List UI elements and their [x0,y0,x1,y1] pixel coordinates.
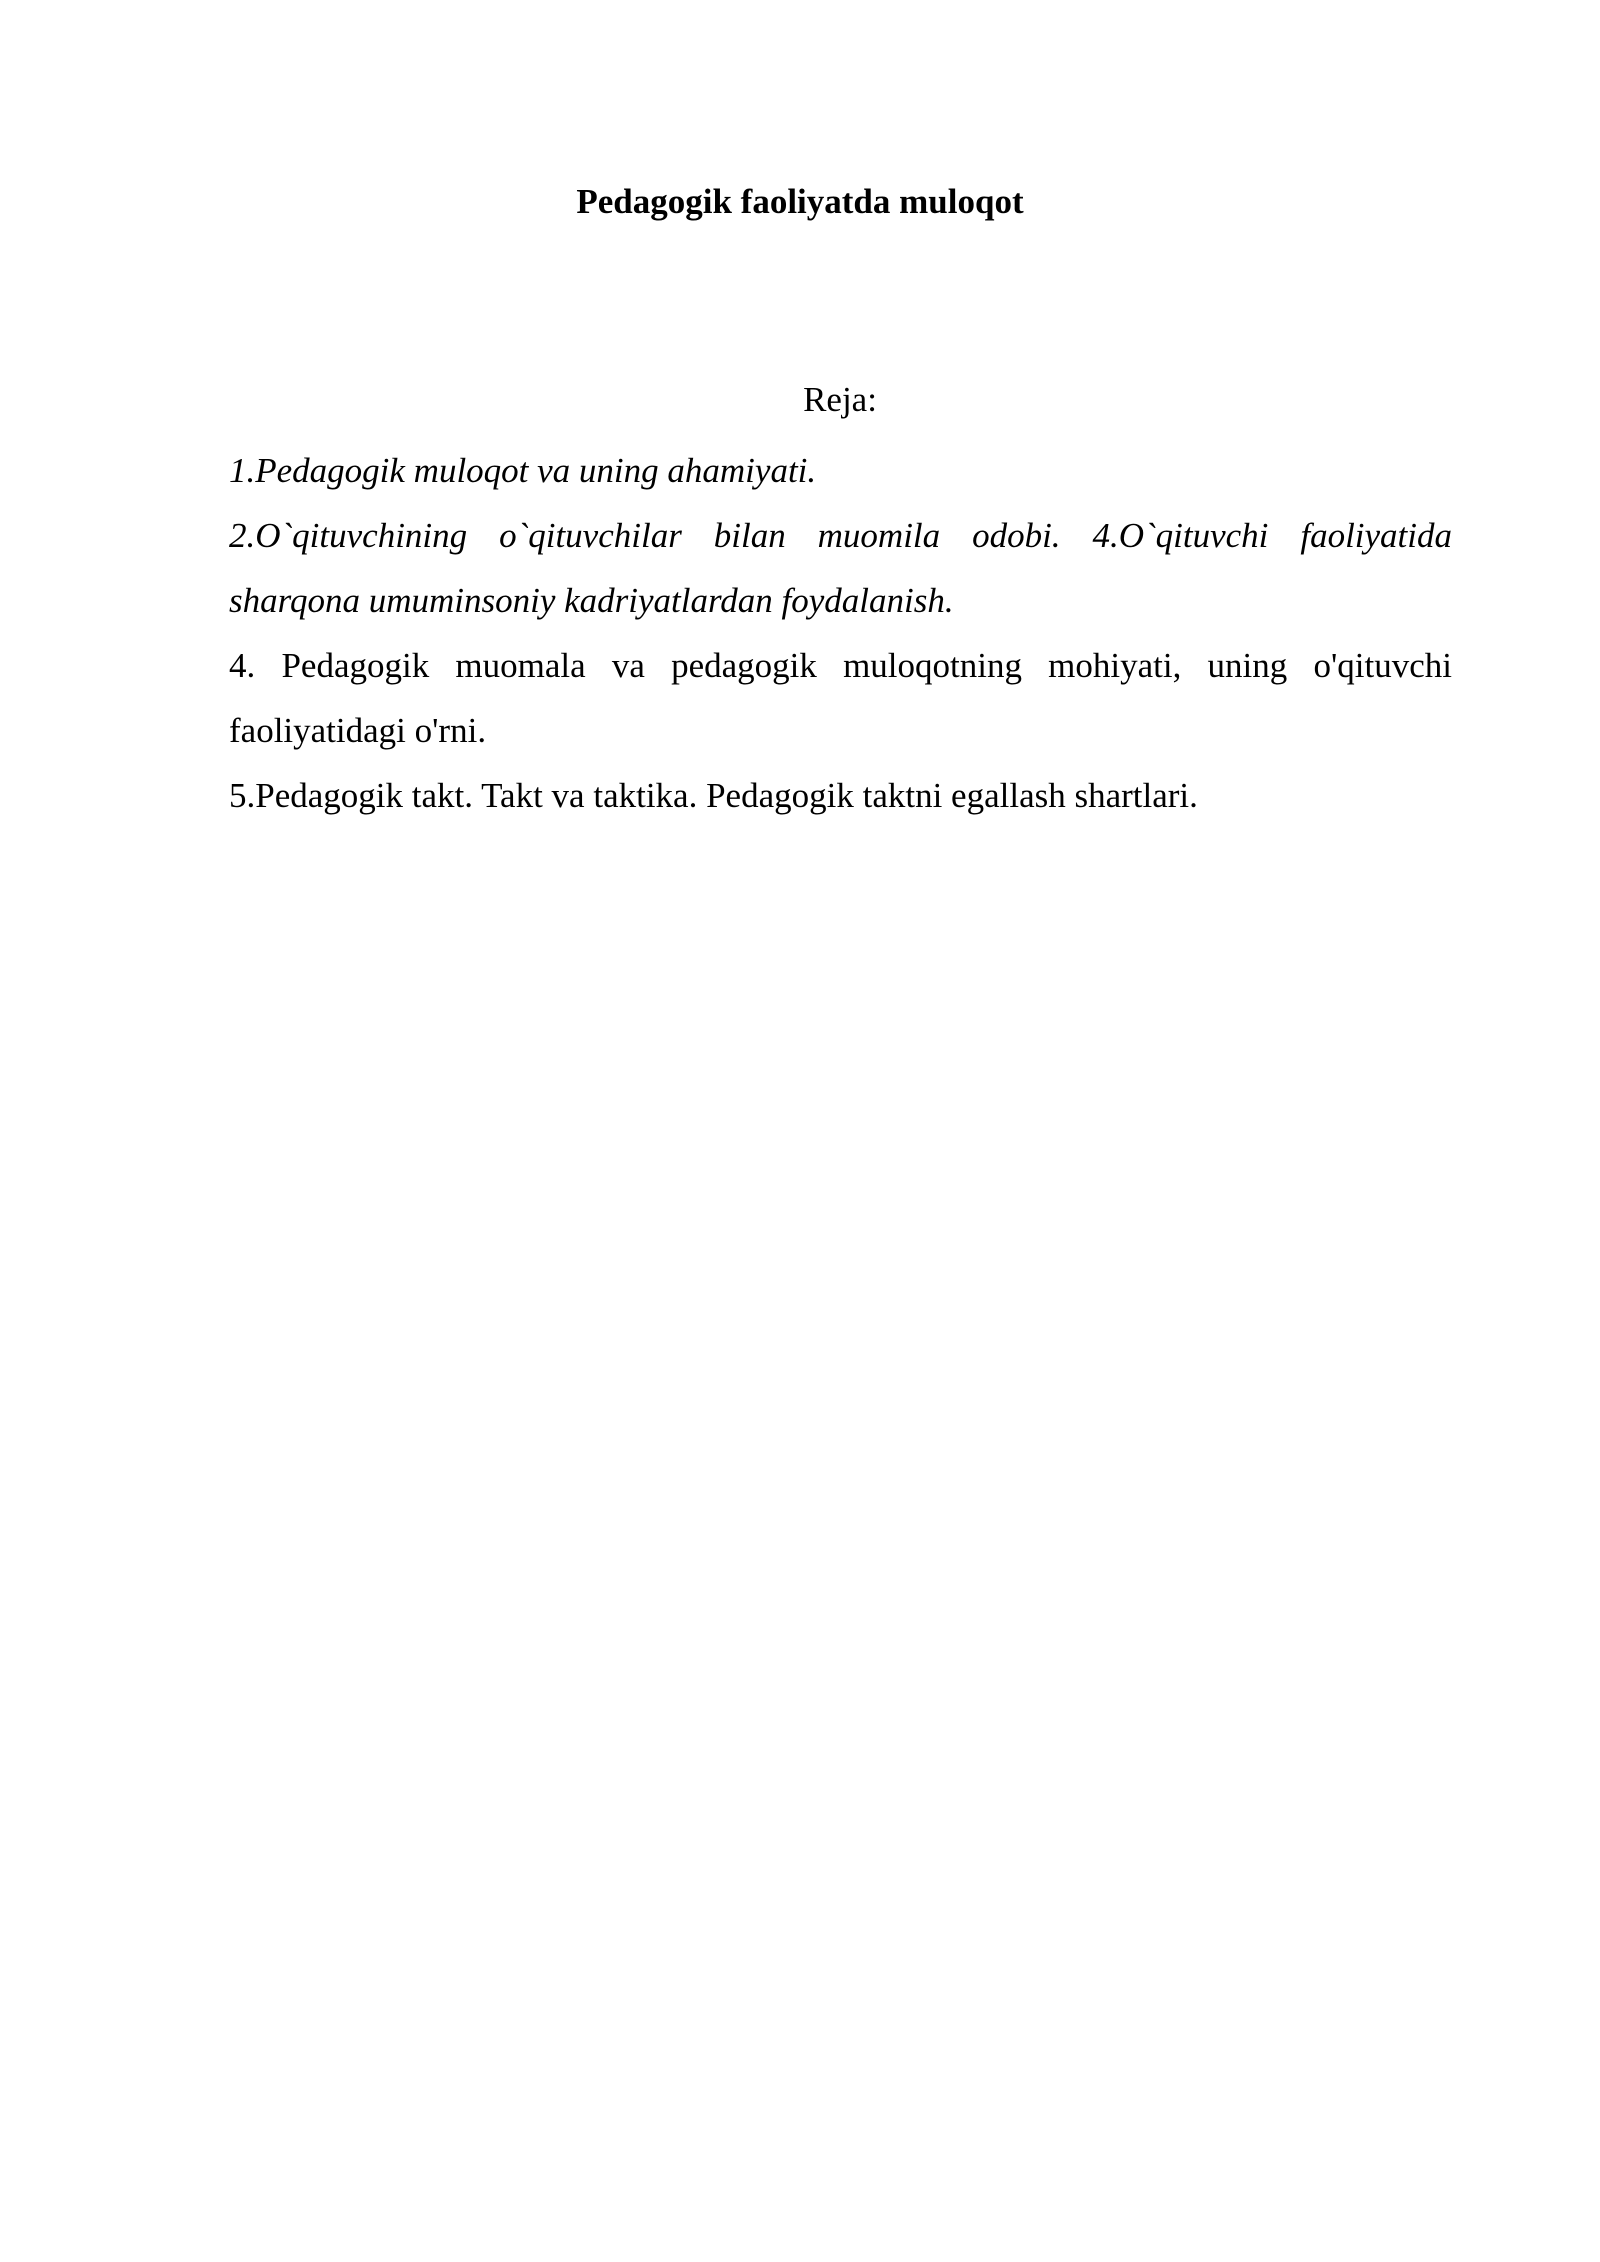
plan-item-4: 5.Pedagogik takt. Takt va taktika. Pedagogik taktni egallash shartlari. [229,776,1198,815]
plan-item-2: 2.O`qituvchining o`qituvchilar bilan muomila odobi. 4.O`qituvchi faoliyatida sharqona umuminsoniy kadriyatlardan foydalanish. [229,516,1452,620]
page-title: Pedagogik faoliyatda muloqot [576,182,1024,221]
plan-heading: Reja: [803,380,877,419]
plan-list [229,438,1452,828]
plan-item-1: 1.Pedagogik muloqot va uning ahamiyati. [229,451,817,490]
plan-item-3: 4. Pedagogik muomala va pedagogik muloqotning mohiyati, uning o'qituvchi faoliyatidagi o'rni. [229,646,1452,750]
